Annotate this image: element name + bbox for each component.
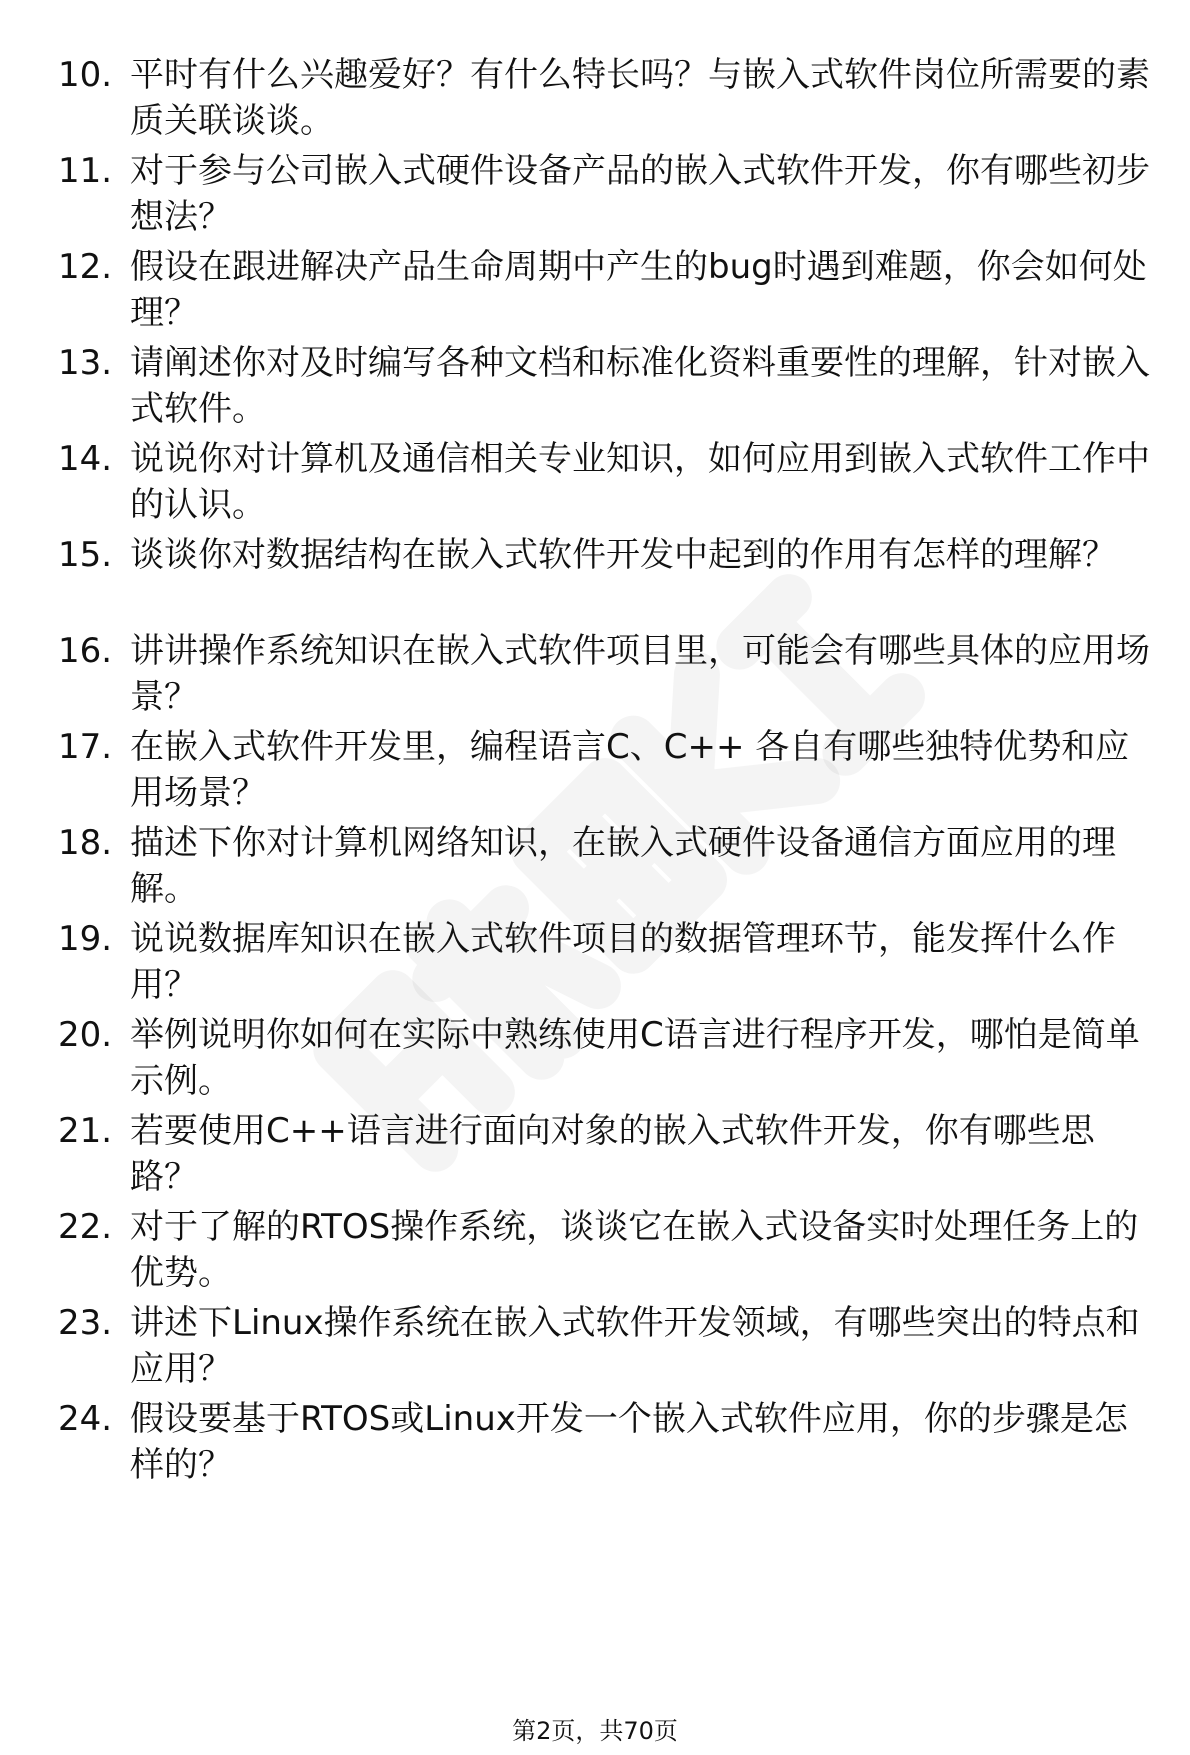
question-text: 若要使用C++语言进行面向对象的嵌入式软件开发，你有哪些思路？ bbox=[130, 1111, 1095, 1197]
question-number: 20. bbox=[58, 1015, 113, 1055]
question-item bbox=[0, 916, 1190, 1016]
question-number: 18. bbox=[58, 823, 113, 863]
question-number: 11. bbox=[58, 151, 113, 191]
question-number: 10. bbox=[58, 55, 113, 95]
question-number: 19. bbox=[58, 919, 113, 959]
question-item bbox=[0, 1204, 1190, 1304]
question-item bbox=[0, 436, 1190, 536]
question-number: 13. bbox=[58, 343, 113, 383]
question-item bbox=[0, 244, 1190, 344]
question-text: 假设要基于RTOS或Linux开发一个嵌入式软件应用，你的步骤是怎样的？ bbox=[130, 1399, 1128, 1485]
question-text: 对于了解的RTOS操作系统，谈谈它在嵌入式设备实时处理任务上的优势。 bbox=[130, 1207, 1139, 1293]
question-item bbox=[0, 1108, 1190, 1208]
question-text: 举例说明你如何在实际中熟练使用C语言进行程序开发，哪怕是简单示例。 bbox=[130, 1015, 1140, 1101]
question-text: 说说你对计算机及通信相关专业知识，如何应用到嵌入式软件工作中的认识。 bbox=[130, 439, 1150, 525]
question-text: 讲述下Linux操作系统在嵌入式软件开发领域，有哪些突出的特点和应用？ bbox=[130, 1303, 1140, 1389]
question-item bbox=[0, 148, 1190, 248]
question-item bbox=[0, 1396, 1190, 1496]
question-text: 描述下你对计算机网络知识，在嵌入式硬件设备通信方面应用的理解。 bbox=[130, 823, 1116, 909]
question-number: 22. bbox=[58, 1207, 113, 1247]
question-item bbox=[0, 820, 1190, 920]
question-item bbox=[0, 52, 1190, 152]
question-item bbox=[0, 628, 1190, 728]
question-number: 21. bbox=[58, 1111, 113, 1151]
question-number: 17. bbox=[58, 727, 113, 767]
question-text: 讲讲操作系统知识在嵌入式软件项目里，可能会有哪些具体的应用场景？ bbox=[130, 631, 1150, 717]
question-item bbox=[0, 532, 1190, 632]
question-number: 14. bbox=[58, 439, 113, 479]
question-item bbox=[0, 724, 1190, 824]
question-text: 在嵌入式软件开发里，编程语言C、C++ 各自有哪些独特优势和应用场景？ bbox=[130, 727, 1130, 813]
question-item bbox=[0, 340, 1190, 440]
question-text: 请阐述你对及时编写各种文档和标准化资料重要性的理解，针对嵌入式软件。 bbox=[130, 343, 1150, 429]
page-number-footer: 第2页，共70页 bbox=[512, 1717, 678, 1745]
question-item bbox=[0, 1012, 1190, 1112]
question-number: 23. bbox=[58, 1303, 113, 1343]
question-number: 15. bbox=[58, 535, 113, 575]
question-text: 平时有什么兴趣爱好？有什么特长吗？与嵌入式软件岗位所需要的素质关联谈谈。 bbox=[130, 55, 1150, 141]
question-text: 说说数据库知识在嵌入式软件项目的数据管理环节，能发挥什么作用？ bbox=[130, 919, 1116, 1005]
question-item bbox=[0, 1300, 1190, 1400]
question-text: 谈谈你对数据结构在嵌入式软件开发中起到的作用有怎样的理解？ bbox=[130, 535, 1116, 575]
question-number: 16. bbox=[58, 631, 113, 671]
question-text: 假设在跟进解决产品生命周期中产生的bug时遇到难题，你会如何处理？ bbox=[130, 247, 1147, 333]
question-number: 12. bbox=[58, 247, 113, 287]
question-number: 24. bbox=[58, 1399, 113, 1439]
question-text: 对于参与公司嵌入式硬件设备产品的嵌入式软件开发，你有哪些初步想法？ bbox=[130, 151, 1150, 237]
